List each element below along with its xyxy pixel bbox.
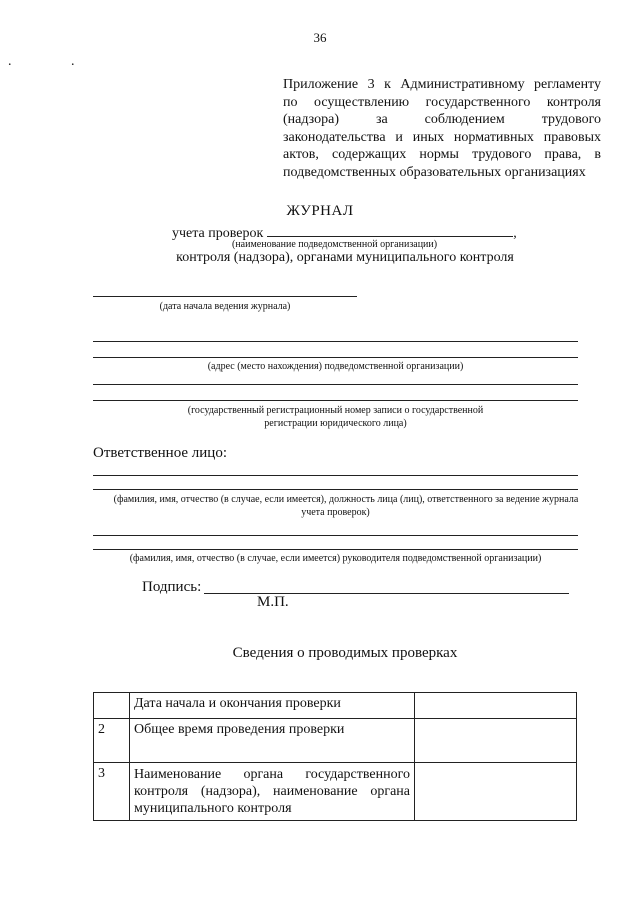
- row-description-line: Наименование органа государственного: [134, 767, 410, 782]
- margin-marks: . .: [8, 54, 103, 69]
- appendix-line: актов, содержащих нормы трудового права, в: [283, 147, 601, 162]
- appendix-line: Приложение 3 к Административному регламенту: [283, 77, 601, 92]
- journal-line-1-suffix: ,: [513, 226, 517, 241]
- head-caption: (фамилия, имя, отчество (в случае, если имеется) руководителя подведомственной организации): [129, 553, 542, 564]
- journal-title: ЖУРНАЛ: [286, 203, 354, 219]
- responsible-caption-2: учета проверок): [301, 507, 370, 518]
- address-field-line-2[interactable]: [93, 357, 578, 358]
- appendix-line: (надзора) за соблюдением трудового: [283, 112, 601, 127]
- responsible-label: Ответственное лицо:: [93, 445, 227, 461]
- appendix-header: [283, 76, 601, 181]
- appendix-line: законодательства и иных нормативных правовых: [283, 129, 601, 145]
- row-description: [130, 693, 415, 719]
- row-number: 3: [94, 763, 130, 821]
- address-field-line-1[interactable]: [93, 341, 578, 342]
- row-value-cell[interactable]: [415, 719, 577, 763]
- reg-number-field-line-2[interactable]: [93, 400, 578, 401]
- row-value-cell[interactable]: [415, 693, 577, 719]
- table-row: [94, 693, 577, 719]
- responsible-caption-1: (фамилия, имя, отчество (в случае, если имеется), должность лица (лиц), ответственного за ведение журнала: [113, 494, 579, 505]
- seal-label: М.П.: [257, 594, 289, 610]
- row-number: 2: [94, 719, 130, 763]
- row-description-line: Дата начала и окончания проверки: [134, 696, 341, 711]
- responsible-field-line-2[interactable]: [93, 489, 578, 490]
- row-description-line: контроля (надзора), наименование органа: [134, 784, 410, 799]
- inspections-table: [93, 692, 577, 821]
- signature-label: Подпись:: [142, 579, 202, 595]
- address-caption: (адрес (место нахождения) подведомственной организации): [207, 361, 464, 372]
- start-date-field[interactable]: [93, 296, 357, 297]
- journal-line-1-prefix: учета проверок: [172, 226, 264, 241]
- organization-name-caption: (наименование подведомственной организации): [232, 239, 438, 250]
- row-number: [94, 693, 130, 719]
- head-field-line-1[interactable]: [93, 535, 578, 536]
- reg-number-caption-2: регистрации юридического лица): [264, 418, 407, 429]
- table-row: [94, 719, 577, 763]
- row-description: [130, 763, 415, 821]
- organization-name-field[interactable]: [267, 224, 513, 237]
- page-number: 36: [313, 30, 327, 45]
- row-description: [130, 719, 415, 763]
- journal-line-2: контроля (надзора), органами муниципального контроля: [176, 250, 514, 265]
- table-row: [94, 763, 577, 821]
- responsible-field-line-1[interactable]: [93, 475, 578, 476]
- start-date-caption: (дата начала ведения журнала): [159, 301, 291, 312]
- section-heading: Сведения о проводимых проверках: [232, 645, 458, 661]
- reg-number-field-line-1[interactable]: [93, 384, 578, 385]
- reg-number-caption-1: (государственный регистрационный номер записи о государственной: [187, 405, 484, 416]
- row-value-cell[interactable]: [415, 763, 577, 821]
- appendix-line: по осуществлению государственного контроля: [283, 94, 601, 110]
- row-description-line: муниципального контроля: [134, 801, 292, 816]
- head-field-line-2[interactable]: [93, 549, 578, 550]
- appendix-line: подведомственных образовательных организациях: [283, 164, 586, 180]
- row-description-line: Общее время проведения проверки: [134, 722, 345, 737]
